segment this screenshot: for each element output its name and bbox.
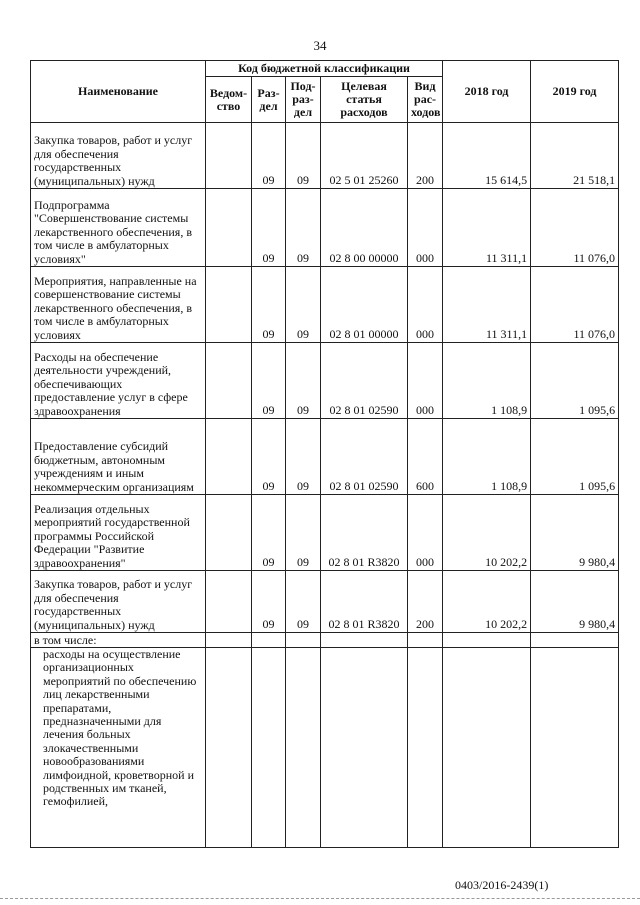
- header-name: Наименование: [31, 61, 206, 123]
- row-ved: [206, 189, 252, 267]
- table-row: [31, 571, 619, 633]
- footer-rule: [0, 898, 640, 899]
- header-group: Код бюджетной классификации: [206, 61, 443, 77]
- row-podrazdel: 09: [286, 343, 321, 419]
- row-2018: 11 311,1: [443, 267, 531, 343]
- row-razdel: 09: [252, 343, 286, 419]
- row-ved: [206, 123, 252, 189]
- page-number: 34: [313, 38, 327, 53]
- row-name: Подпрограмма "Совершенствование системы лекарственного обеспечения, в том числе в амбулаторных условиях": [31, 189, 206, 267]
- row-vr: 200: [408, 571, 443, 633]
- header-2018: 2018 год: [443, 61, 531, 123]
- header-vr: Вид рас-ходов: [408, 77, 443, 123]
- table-row: [31, 343, 619, 419]
- header-razdel: Раз-дел: [252, 77, 286, 123]
- header-podrazdel: Под-раз-дел: [286, 77, 321, 123]
- row-name: Реализация отдельных мероприятий государственной программы Российской Федерации "Развитие здравоохранения": [31, 495, 206, 571]
- row-csr: 02 8 00 00000: [321, 189, 408, 267]
- row-2019: 11 076,0: [531, 189, 619, 267]
- table-row: [31, 495, 619, 571]
- row-name: Предоставление субсидий бюджетным, автономным учреждениям и иным некоммерческим организациям: [31, 419, 206, 495]
- row-razdel: 09: [252, 419, 286, 495]
- table-row: [31, 189, 619, 267]
- header-ved: Ведом-ство: [206, 77, 252, 123]
- row-vr: [408, 633, 443, 648]
- row-vr: 000: [408, 267, 443, 343]
- row-ved: [206, 267, 252, 343]
- row-ved: [206, 648, 252, 848]
- row-name: Мероприятия, направленные на совершенствование системы лекарственного обеспечения, в том числе в амбулаторных условиях: [31, 267, 206, 343]
- row-2018: 10 202,2: [443, 495, 531, 571]
- row-razdel: [252, 633, 286, 648]
- row-podrazdel: 09: [286, 495, 321, 571]
- row-ved: [206, 495, 252, 571]
- row-name: Расходы на обеспечение деятельности учреждений, обеспечивающих предоставление услуг в сфере здравоохранения: [31, 343, 206, 419]
- row-2018: 10 202,2: [443, 571, 531, 633]
- table-row: [31, 633, 619, 648]
- row-podrazdel: 09: [286, 189, 321, 267]
- row-2019: 21 518,1: [531, 123, 619, 189]
- row-ved: [206, 633, 252, 648]
- document-code: 0403/2016-2439(1): [455, 878, 549, 892]
- row-podrazdel: 09: [286, 267, 321, 343]
- row-csr: [321, 633, 408, 648]
- row-vr: [408, 648, 443, 848]
- row-2019: [531, 648, 619, 848]
- row-2019: 9 980,4: [531, 571, 619, 633]
- header-row-1: [31, 61, 619, 77]
- row-razdel: 09: [252, 123, 286, 189]
- row-csr: 02 8 01 02590: [321, 343, 408, 419]
- row-2019: 11 076,0: [531, 267, 619, 343]
- row-csr: [321, 648, 408, 848]
- row-2018: [443, 633, 531, 648]
- row-podrazdel: [286, 648, 321, 848]
- row-csr: 02 8 01 02590: [321, 419, 408, 495]
- row-csr: 02 8 01 R3820: [321, 495, 408, 571]
- row-vr: 000: [408, 495, 443, 571]
- row-2019: 1 095,6: [531, 343, 619, 419]
- row-csr: 02 8 01 R3820: [321, 571, 408, 633]
- row-csr: 02 5 01 25260: [321, 123, 408, 189]
- row-name: в том числе:: [31, 633, 206, 648]
- row-razdel: 09: [252, 495, 286, 571]
- row-ved: [206, 419, 252, 495]
- row-2019: [531, 633, 619, 648]
- table-row: [31, 419, 619, 495]
- row-csr: 02 8 01 00000: [321, 267, 408, 343]
- row-podrazdel: 09: [286, 123, 321, 189]
- row-2018: [443, 648, 531, 848]
- row-ved: [206, 571, 252, 633]
- header-2019: 2019 год: [531, 61, 619, 123]
- row-vr: 200: [408, 123, 443, 189]
- row-razdel: 09: [252, 571, 286, 633]
- row-ved: [206, 343, 252, 419]
- row-2019: 9 980,4: [531, 495, 619, 571]
- row-2018: 11 311,1: [443, 189, 531, 267]
- row-2018: 15 614,5: [443, 123, 531, 189]
- row-vr: 000: [408, 343, 443, 419]
- row-2018: 1 108,9: [443, 343, 531, 419]
- row-name: Закупка товаров, работ и услуг для обеспечения государственных (муниципальных) нужд: [31, 123, 206, 189]
- row-vr: 600: [408, 419, 443, 495]
- row-razdel: 09: [252, 267, 286, 343]
- row-razdel: [252, 648, 286, 848]
- row-razdel: 09: [252, 189, 286, 267]
- row-podrazdel: 09: [286, 571, 321, 633]
- row-name: расходы на осуществление организационных мероприятий по обеспечению лиц лекарственными препаратами, предназначенными для лечения больных злокачественными новообразованиями лимфоидной, кроветворной и родственных им тканей, гемофилией,: [31, 648, 206, 848]
- row-podrazdel: 09: [286, 419, 321, 495]
- table-row: [31, 267, 619, 343]
- row-2018: 1 108,9: [443, 419, 531, 495]
- row-vr: 000: [408, 189, 443, 267]
- row-podrazdel: [286, 633, 321, 648]
- table-row: [31, 123, 619, 189]
- row-name: Закупка товаров, работ и услуг для обеспечения государственных (муниципальных) нужд: [31, 571, 206, 633]
- table-row: [31, 648, 619, 848]
- row-2019: 1 095,6: [531, 419, 619, 495]
- header-csr: Целевая статья расходов: [321, 77, 408, 123]
- budget-table: [30, 60, 619, 848]
